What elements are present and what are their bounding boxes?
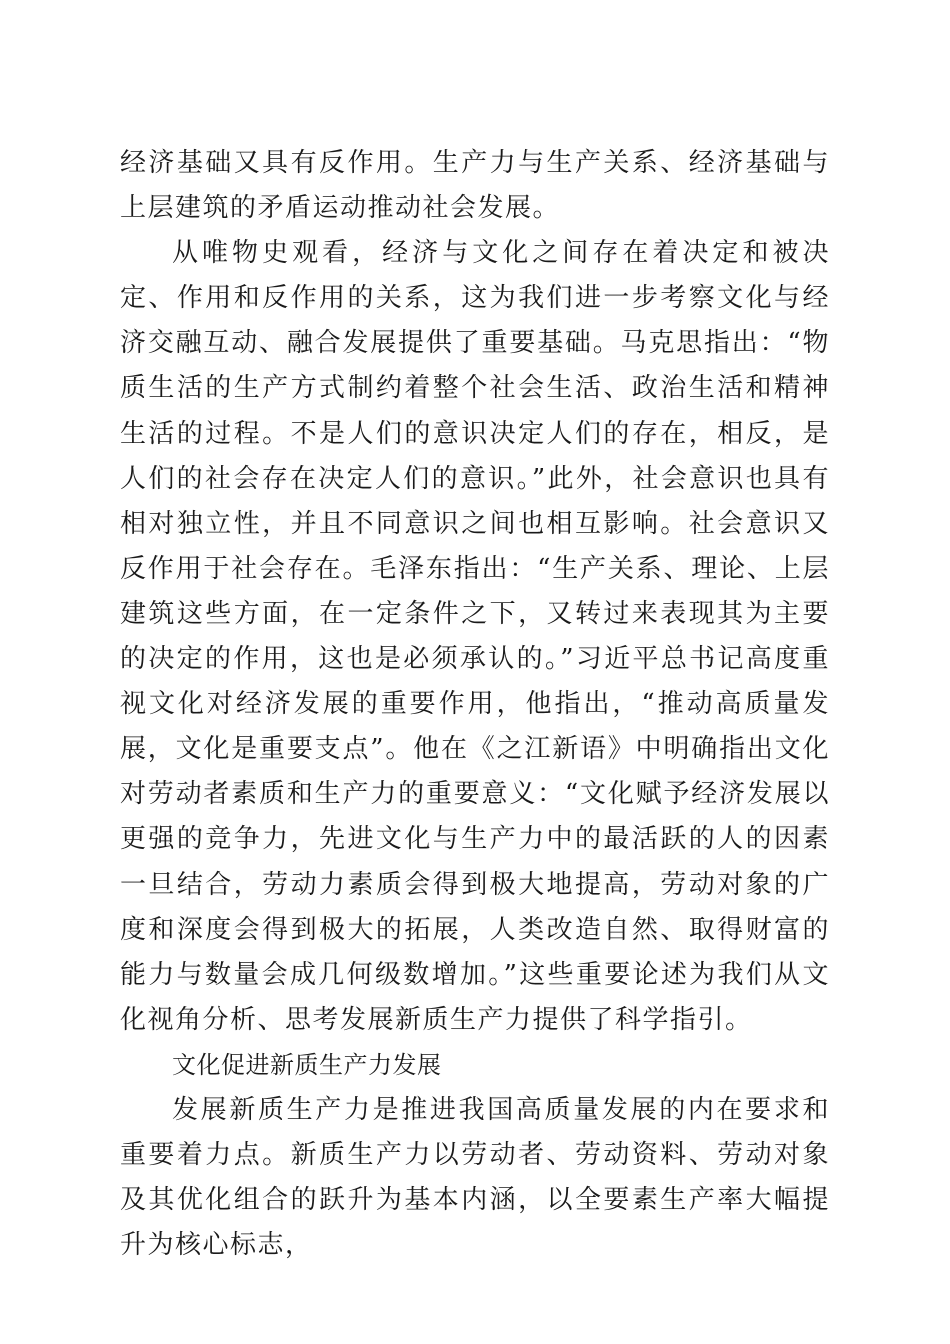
section-heading: 文化促进新质生产力发展 xyxy=(172,1050,442,1079)
document-body xyxy=(120,141,830,1268)
paragraph-new-productive-forces: 发展新质生产力是推进我国高质量发展的内在要求和重要着力点。新质生产力以劳动者、劳动资料、劳动对象及其优化组合的跃升为基本内涵，以全要素生产率大幅提升为核心标志， xyxy=(120,1094,830,1261)
paragraph-continuation: 经济基础又具有反作用。生产力与生产关系、经济基础与上层建筑的矛盾运动推动社会发展。 xyxy=(120,148,830,224)
paragraph-historical-materialism: 从唯物史观看，经济与文化之间存在着决定和被决定、作用和反作用的关系，这为我们进一步考察文化与经济交融互动、融合发展提供了重要基础。马克思指出：“物质生活的生产方式制约着整个社会生活、政治生活和精神生活的过程。不是人们的意识决定人们的存在，相反，是人们的社会存在决定人们的意识。”此外，社会意识也具有相对独立性，并且不同意识之间也相互影响。社会意识又反作用于社会存在。毛泽东指出：“生产关系、理论、上层建筑这些方面，在一定条件之下，又转过来表现其为主要的决定的作用，这也是必须承认的。”习近平总书记高度重视文化对经济发展的重要作用，他指出，“推动高质量发展，文化是重要支点”。他在《之江新语》中明确指出文化对劳动者素质和生产力的重要意义：“文化赋予经济发展以更强的竞争力，先进文化与生产力中的最活跃的人的因素一旦结合，劳动力素质会得到极大地提高，劳动对象的广度和深度会得到极大的拓展，人类改造自然、取得财富的能力与数量会成几何级数增加。”这些重要论述为我们从文化视角分析、思考发展新质生产力提供了科学指引。 xyxy=(120,238,830,1035)
